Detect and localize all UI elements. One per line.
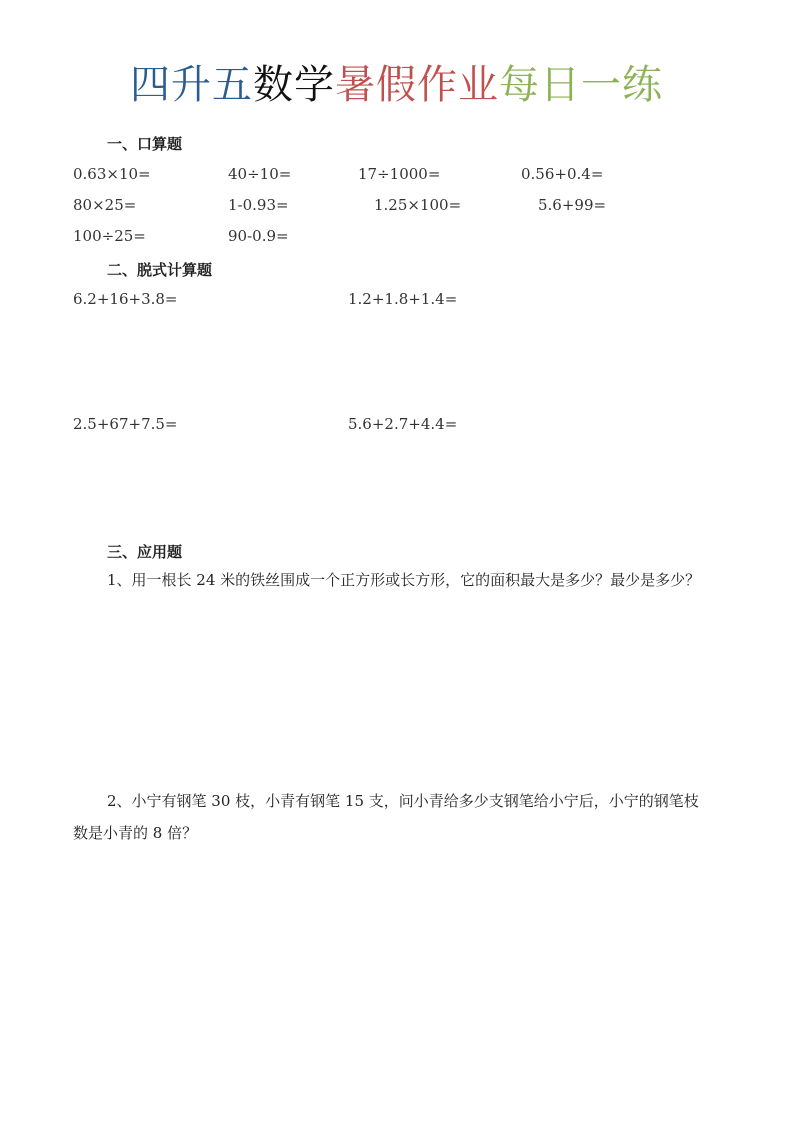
- calc-item: 5.6+2.7+4.4=: [348, 415, 458, 433]
- word-problem-2-text: 2、小宁有钢笔 30 枝，小青有钢笔 15 支，问小青给多少支钢笔给小宁后，小宁的钢笔枝数是小青的 8 倍？: [73, 792, 699, 842]
- title-part-grade: 四升五: [130, 62, 253, 108]
- calc-item: 6.2+16+3.8=: [73, 290, 178, 308]
- oral-item: 40÷10=: [228, 165, 292, 183]
- section-heading-application: 三、应用题: [107, 543, 183, 561]
- oral-item: 0.56+0.4=: [521, 165, 604, 183]
- word-problem-1-text: 1、用一根长 24 米的铁丝围成一个正方形或长方形，它的面积最大是多少？最少是多少？: [107, 571, 701, 589]
- section-heading-calc: 二、脱式计算题: [107, 261, 213, 279]
- title-part-subject: 数学: [253, 62, 335, 108]
- oral-item: 1-0.93=: [228, 196, 289, 214]
- oral-item: 80×25=: [73, 196, 137, 214]
- oral-item: 1.25×100=: [374, 196, 462, 214]
- section-heading-oral: 一、口算题: [107, 135, 183, 153]
- word-problem-2: [73, 785, 713, 849]
- calc-item: 2.5+67+7.5=: [73, 415, 178, 433]
- oral-item: 17÷1000=: [358, 165, 441, 183]
- oral-item: 100÷25=: [73, 227, 146, 245]
- word-problem-1: [73, 564, 713, 596]
- oral-item: 5.6+99=: [538, 196, 607, 214]
- page-title: [0, 60, 793, 110]
- oral-item: 90-0.9=: [228, 227, 289, 245]
- oral-item: 0.63×10=: [73, 165, 151, 183]
- title-part-daily: 每日一练: [499, 62, 663, 108]
- calc-item: 1.2+1.8+1.4=: [348, 290, 458, 308]
- title-part-homework: 暑假作业: [335, 62, 499, 108]
